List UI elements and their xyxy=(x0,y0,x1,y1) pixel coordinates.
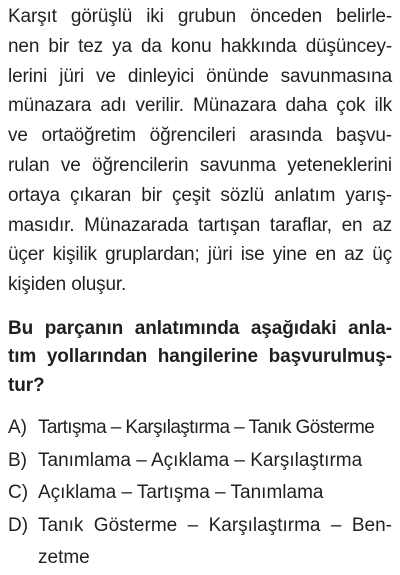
question-line: Bu parçanın anlatımında aşağıdaki anla- xyxy=(8,317,392,339)
option-b[interactable] xyxy=(8,445,392,478)
passage-line: kişiden oluşur. xyxy=(8,274,127,296)
passage-line: Karşıt görüşlü iki grubun önceden belirle- xyxy=(8,6,392,27)
passage-line: üçer kişilik gruplardan; jüri ise yine en az üç xyxy=(8,244,392,266)
passage-line: nen bir tez ya da konu hakkında düşüncey- xyxy=(8,35,392,57)
option-a[interactable] xyxy=(8,412,392,445)
option-c[interactable] xyxy=(8,477,392,510)
question-line: tım yollarından hangilerine başvurulmuş- xyxy=(8,346,392,368)
option-text xyxy=(38,510,392,575)
option-letter: B) xyxy=(8,449,27,471)
passage-line: masıdır. Münazarada tartışan taraflar, en az xyxy=(8,214,392,236)
option-letter: D) xyxy=(8,514,29,536)
option-text-line: Tanık Gösterme – Karşılaştırma – Ben- xyxy=(38,514,392,536)
option-d[interactable] xyxy=(8,510,392,575)
option-letter: C) xyxy=(8,482,29,504)
option-letter: A) xyxy=(8,417,27,439)
passage-line: rulan ve öğrencilerin savunma yeteneklerini xyxy=(8,154,392,176)
option-text: Tartışma – Karşılaştırma – Tanık Gösterme xyxy=(38,417,375,439)
passage-line: ortaya çıkaran bir çeşit sözlü anlatım yarış- xyxy=(8,184,392,206)
passage-line: lerini jüri ve dinleyici önünde savunmasına xyxy=(8,65,392,87)
reading-passage xyxy=(8,2,392,300)
option-text: Açıklama – Tartışma – Tanımlama xyxy=(38,482,324,504)
option-text-line: zetme xyxy=(38,547,90,569)
passage-line: münazara adı verilir. Münazara daha çok ilk xyxy=(8,95,392,117)
question-stem xyxy=(8,315,392,401)
option-text: Tanımlama – Açıklama – Karşılaştırma xyxy=(38,449,363,471)
passage-line: ve ortaöğretim öğrencileri arasında başvu- xyxy=(8,125,392,147)
answer-options xyxy=(8,412,392,575)
question-line: tur? xyxy=(8,374,45,396)
